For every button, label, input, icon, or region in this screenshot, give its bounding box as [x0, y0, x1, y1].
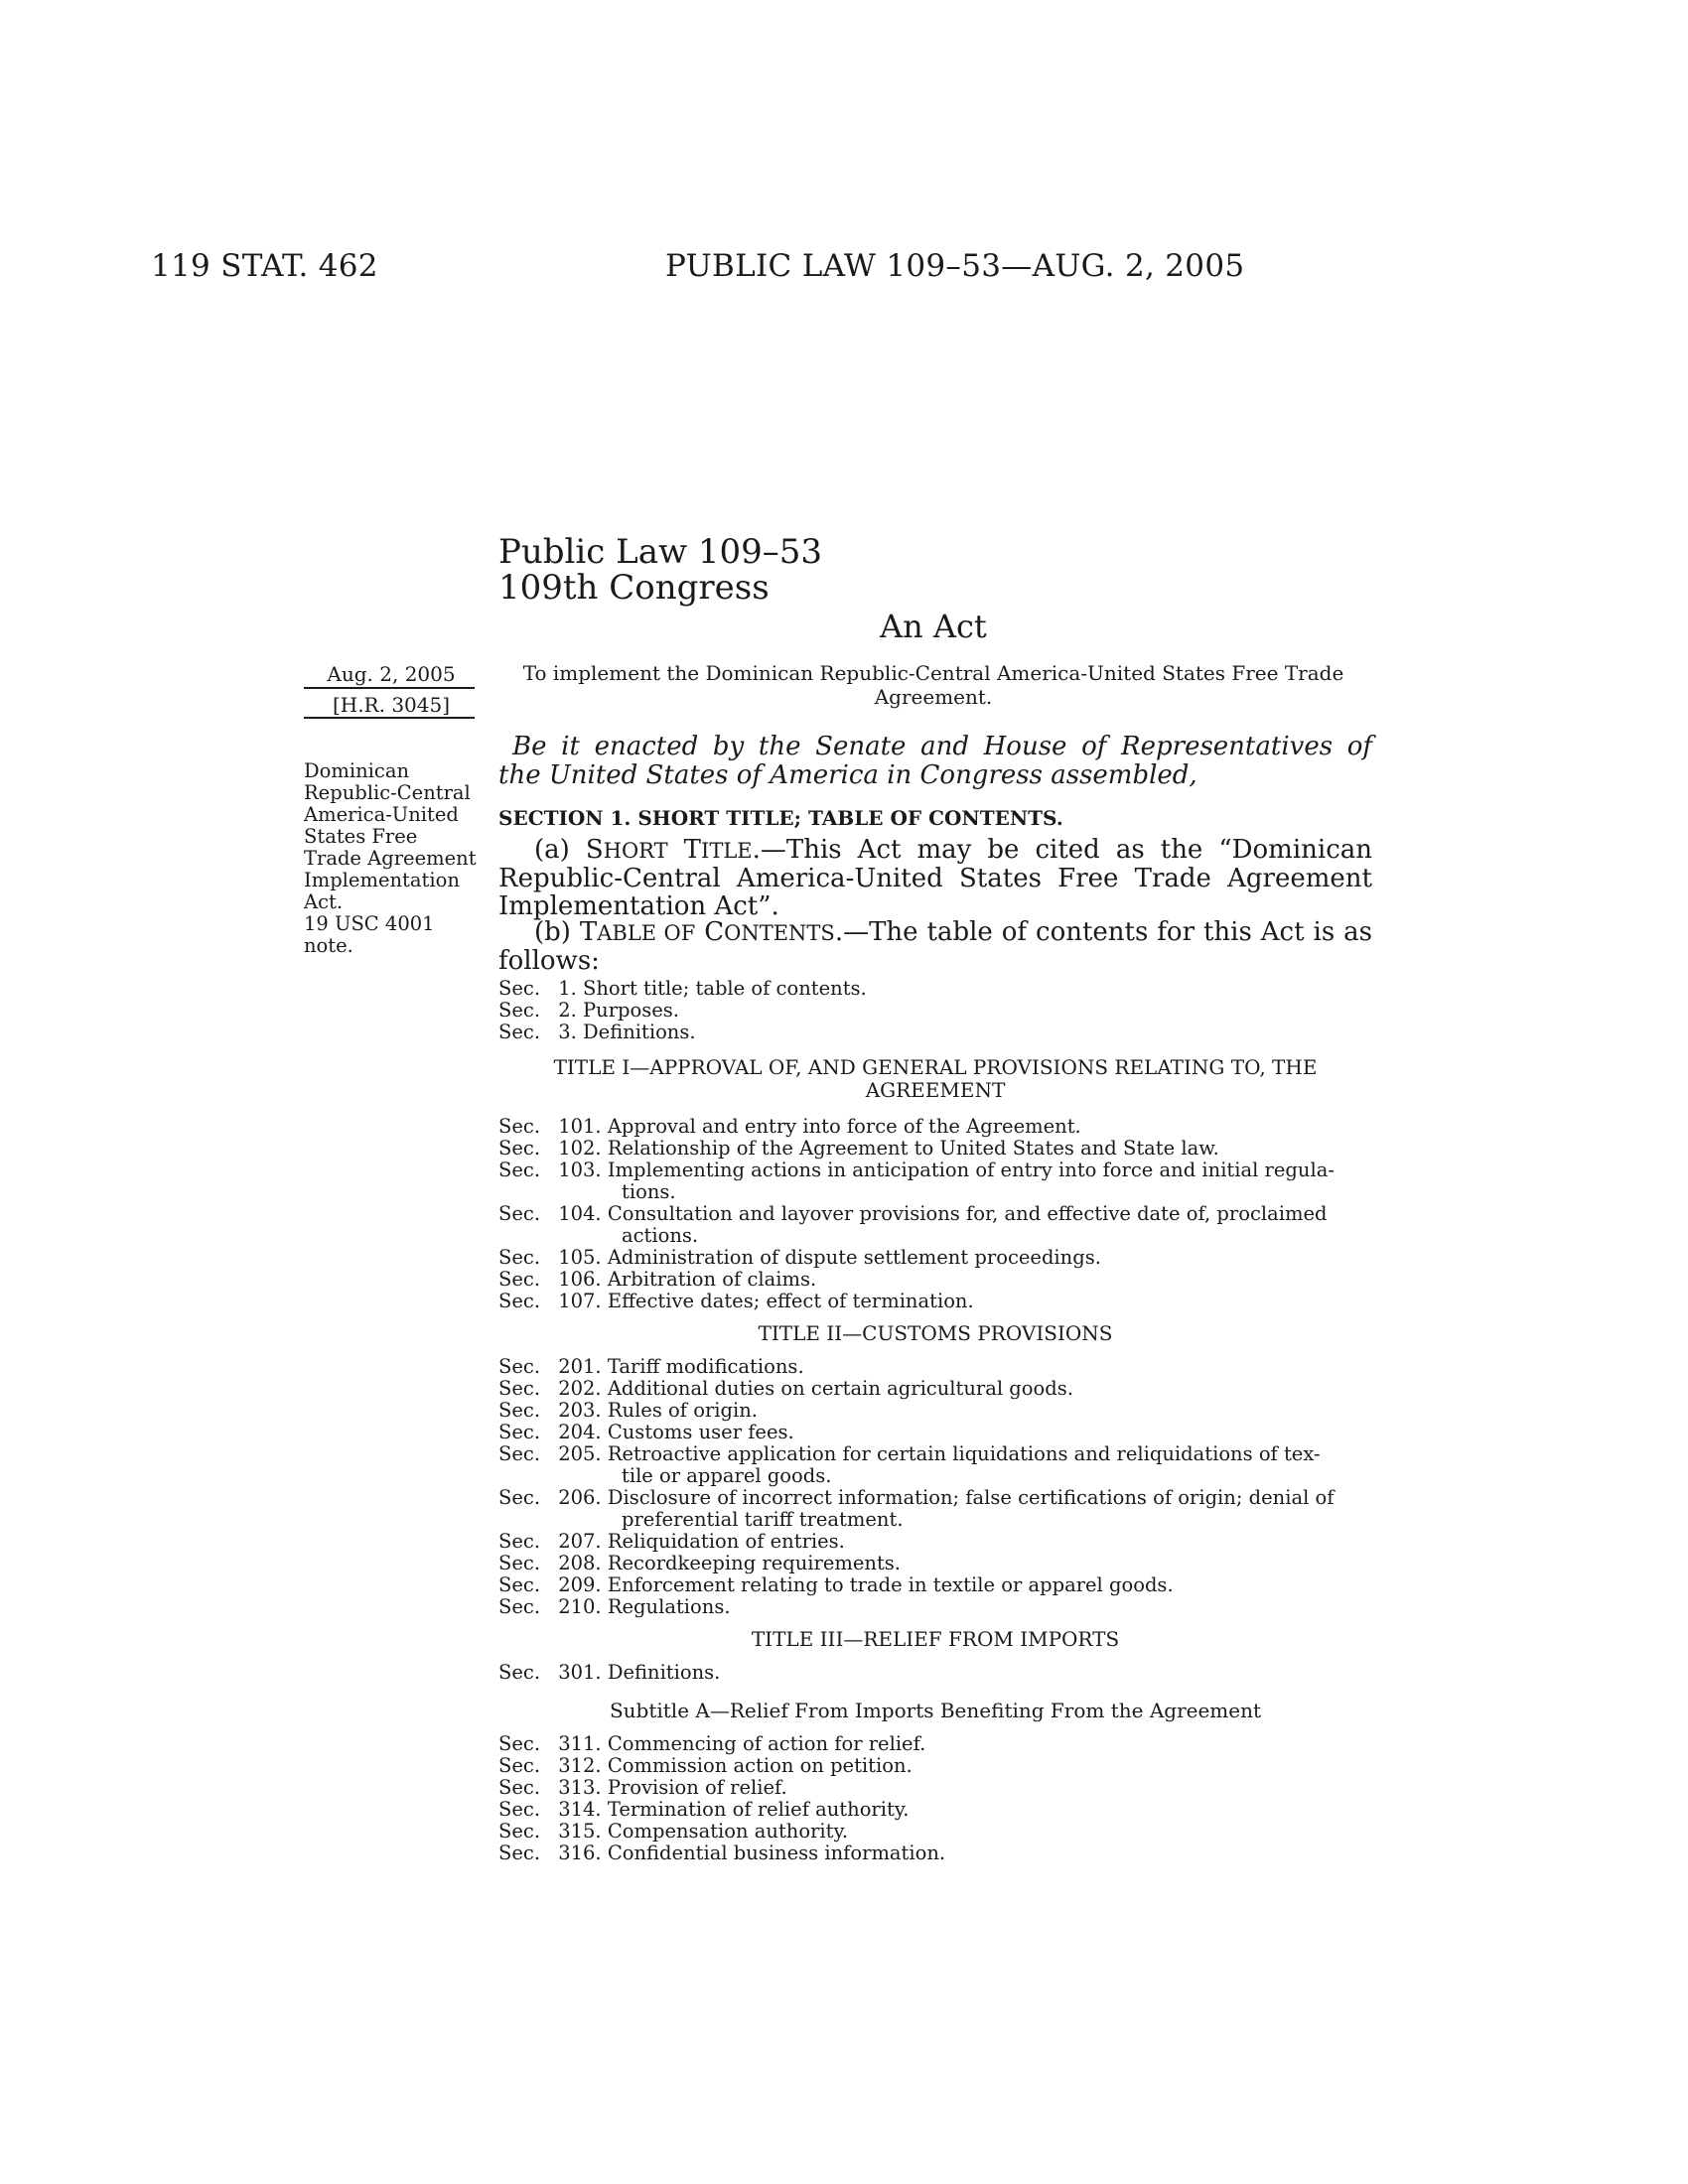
act-label: An Act	[880, 608, 987, 645]
toc-entry	[498, 1203, 1372, 1225]
toc-entry-prefix: Sec.	[498, 1137, 541, 1160]
toc-entry-text: Effective dates; effect of termination.	[607, 1290, 974, 1312]
toc-entry-prefix: Sec.	[498, 1754, 541, 1777]
toc-entry-text: Provision of relief.	[607, 1776, 787, 1799]
margin-note-line: Implementation	[304, 869, 460, 891]
toc-entry-prefix: Sec.	[498, 1732, 541, 1755]
toc-entry-continuation: actions.	[622, 1224, 699, 1247]
toc-entry-number: 106.	[552, 1268, 608, 1291]
law-number: Public Law 109–53	[498, 532, 823, 572]
toc-entry-text: Commission action on petition.	[607, 1754, 913, 1777]
toc-entry-text: Customs user fees.	[607, 1421, 794, 1443]
toc-entry-text: Regulations.	[607, 1595, 731, 1618]
toc-entry-text: Short title; table of contents.	[583, 977, 867, 1000]
toc-entry-prefix: Sec.	[498, 999, 541, 1022]
enacting-line: the United States of America in Congress assembled,	[498, 760, 1197, 790]
margin-note-line: note.	[304, 934, 353, 957]
toc-title-three-list	[498, 1662, 1372, 1684]
toc-entry-text: Purposes.	[583, 999, 679, 1022]
toc-entry-number: 204.	[552, 1421, 608, 1443]
toc-entry-text: Administration of dispute settlement proceedings.	[607, 1246, 1101, 1269]
toc-entry-number: 2.	[552, 999, 584, 1022]
toc-entry-number: 3.	[552, 1021, 584, 1043]
toc-entry-text: Additional duties on certain agricultural goods.	[607, 1377, 1073, 1400]
toc-entry-number: 201.	[552, 1355, 608, 1378]
toc-entry-number: 203.	[552, 1399, 608, 1422]
toc-entry	[498, 1755, 1372, 1777]
toc-subtitle-a-list	[498, 1733, 1372, 1864]
toc-title-one	[498, 1056, 1372, 1102]
toc-entry-prefix: Sec.	[498, 1421, 541, 1443]
para-label-caps: HORT	[603, 839, 668, 863]
toc-title-two: TITLE II—CUSTOMS PROVISIONS	[758, 1321, 1113, 1345]
toc-entry-prefix: Sec.	[498, 1290, 541, 1312]
toc-entry-prefix: Sec.	[498, 1776, 541, 1799]
act-purpose	[516, 661, 1350, 709]
toc-entry-text: Disclosure of incorrect information; false certifications of origin; denial of	[607, 1486, 1335, 1509]
toc-entry-text: Tariff modifications.	[607, 1355, 804, 1378]
toc-entry-text: Implementing actions in anticipation of entry into force and initial regula-	[607, 1159, 1335, 1181]
toc-entry	[498, 1000, 1372, 1022]
toc-entry-text: Arbitration of claims.	[607, 1268, 817, 1291]
para-label: (b) T	[534, 917, 598, 947]
toc-entry-text: Enforcement relating to trade in textile or apparel goods.	[607, 1573, 1174, 1596]
toc-entry-prefix: Sec.	[498, 1021, 541, 1043]
running-header: PUBLIC LAW 109–53—AUG. 2, 2005	[665, 248, 1245, 284]
toc-entry-prefix: Sec.	[498, 1377, 541, 1400]
toc-entry-text: Recordkeeping requirements.	[607, 1552, 902, 1574]
toc-entry	[498, 1422, 1372, 1443]
section-heading: SECTION 1. SHORT TITLE; TABLE OF CONTENTS.	[498, 806, 1063, 830]
toc-entry	[498, 1596, 1372, 1618]
toc-entry	[498, 1443, 1372, 1465]
enacting-line: Be it enacted by the Senate and House of Representatives of	[512, 732, 1372, 761]
toc-entry-continuation: preferential tariff treatment.	[622, 1508, 904, 1531]
toc-entry	[498, 1662, 1372, 1684]
toc-entry-prefix: Sec.	[498, 1442, 541, 1465]
para-text: .—The table of contents for this Act is as follows:	[498, 917, 1372, 976]
toc-entry	[498, 1269, 1372, 1291]
toc-entry-text: Compensation authority.	[607, 1820, 849, 1843]
toc-entry-number: 314.	[552, 1798, 608, 1821]
toc-entry	[498, 1116, 1372, 1138]
toc-entry-prefix: Sec.	[498, 1842, 541, 1864]
toc-entry-number: 206.	[552, 1486, 608, 1509]
toc-entry-prefix: Sec.	[498, 1115, 541, 1138]
toc-entry-text: Commencing of action for relief.	[607, 1732, 926, 1755]
toc-entry-number: 101.	[552, 1115, 608, 1138]
toc-entry	[498, 1291, 1372, 1312]
toc-entry	[498, 1799, 1372, 1821]
toc-entry	[498, 1378, 1372, 1400]
toc-title-line: AGREEMENT	[865, 1078, 1006, 1102]
toc-entry-text: Relationship of the Agreement to United States and State law.	[607, 1137, 1219, 1160]
margin-note-line: America-United	[304, 803, 459, 826]
toc-entry-number: 210.	[552, 1595, 608, 1618]
toc-entry-continuation: tions.	[622, 1180, 676, 1203]
toc-entry	[498, 1733, 1372, 1755]
enacting-clause	[498, 733, 1372, 790]
toc-entry	[498, 1487, 1372, 1509]
para-label-caps: ONTENTS	[724, 921, 835, 945]
toc-title-one-list	[498, 1116, 1372, 1312]
toc-entry-text: Definitions.	[583, 1021, 696, 1043]
margin-note	[304, 760, 483, 957]
toc-entry-prefix: Sec.	[498, 1552, 541, 1574]
para-label: C	[695, 917, 725, 947]
toc-entry-number: 1.	[552, 977, 584, 1000]
margin-note-line: States Free	[304, 825, 418, 848]
para-label-caps: ABLE OF	[597, 921, 696, 945]
toc-entry-number: 313.	[552, 1776, 608, 1799]
toc-entry-prefix: Sec.	[498, 1355, 541, 1378]
toc-entry-prefix: Sec.	[498, 1530, 541, 1553]
toc-entry-prefix: Sec.	[498, 1661, 541, 1684]
toc-entry-number: 207.	[552, 1530, 608, 1553]
toc-entry	[498, 1821, 1372, 1843]
toc-entry-text: Retroactive application for certain liquidations and reliquidations of tex-	[607, 1442, 1321, 1465]
stat-reference: 119 STAT. 462	[151, 248, 378, 284]
bill-number: [H.R. 3045]	[332, 693, 451, 717]
toc-entry	[498, 1022, 1372, 1043]
toc-entry	[498, 1553, 1372, 1574]
toc-entry	[498, 1400, 1372, 1422]
toc-entry-number: 316.	[552, 1842, 608, 1864]
margin-divider	[304, 717, 475, 719]
toc-entry-number: 104.	[552, 1202, 608, 1225]
toc-entry-number: 105.	[552, 1246, 608, 1269]
toc-entry-number: 102.	[552, 1137, 608, 1160]
toc-entry-text: Consultation and layover provisions for, and effective date of, proclaimed	[607, 1202, 1328, 1225]
toc-entry	[498, 1160, 1372, 1181]
toc-entry	[498, 1247, 1372, 1269]
toc-title-two-list	[498, 1356, 1372, 1618]
toc-entry-number: 202.	[552, 1377, 608, 1400]
toc-entry-number: 312.	[552, 1754, 608, 1777]
margin-note-line: Dominican	[304, 759, 410, 782]
toc-entry-text: Confidential business information.	[607, 1842, 946, 1864]
toc-entry-prefix: Sec.	[498, 1246, 541, 1269]
toc-entry	[498, 1531, 1372, 1553]
short-title-paragraph	[498, 836, 1372, 920]
margin-note-line: 19 USC 4001	[304, 912, 435, 935]
para-label: (a) S	[534, 835, 604, 865]
toc-entry-text: Termination of relief authority.	[607, 1798, 910, 1821]
margin-divider	[304, 687, 475, 689]
toc-entry	[498, 978, 1372, 1000]
margin-date: Aug. 2, 2005	[327, 662, 456, 686]
toc-entry-prefix: Sec.	[498, 1798, 541, 1821]
toc-entry-number: 107.	[552, 1290, 608, 1312]
toc-entry-prefix: Sec.	[498, 1268, 541, 1291]
purpose-line: Agreement.	[874, 685, 993, 709]
toc-title-line: TITLE I—APPROVAL OF, AND GENERAL PROVISIONS RELATING TO, THE	[553, 1055, 1318, 1079]
toc-entry	[498, 1574, 1372, 1596]
toc-entry-prefix: Sec.	[498, 1486, 541, 1509]
margin-note-line: Act.	[304, 890, 344, 913]
toc-entry-number: 103.	[552, 1159, 608, 1181]
toc-entry-number: 205.	[552, 1442, 608, 1465]
margin-note-line: Trade Agreement	[304, 847, 477, 870]
toc-entry-text: Reliquidation of entries.	[607, 1530, 845, 1553]
toc-entry-text: Definitions.	[607, 1661, 721, 1684]
toc-entry-prefix: Sec.	[498, 1595, 541, 1618]
toc-entry-prefix: Sec.	[498, 1159, 541, 1181]
toc-entry	[498, 1138, 1372, 1160]
toc-intro-list	[498, 978, 1372, 1043]
toc-entry-number: 208.	[552, 1552, 608, 1574]
toc-entry-number: 311.	[552, 1732, 608, 1755]
toc-title-three: TITLE III—RELIEF FROM IMPORTS	[751, 1627, 1120, 1651]
margin-note-line: Republic-Central	[304, 781, 471, 804]
toc-entry	[498, 1843, 1372, 1864]
toc-entry-text: Rules of origin.	[607, 1399, 758, 1422]
toc-entry-number: 209.	[552, 1573, 608, 1596]
para-label: T	[667, 835, 702, 865]
table-of-contents-paragraph	[498, 918, 1372, 975]
purpose-line: To implement the Dominican Republic-Central America-United States Free Trade	[522, 661, 1344, 685]
toc-entry-prefix: Sec.	[498, 1820, 541, 1843]
toc-entry-prefix: Sec.	[498, 1202, 541, 1225]
toc-entry-prefix: Sec.	[498, 977, 541, 1000]
toc-subtitle-a: Subtitle A—Relief From Imports Benefiting From the Agreement	[609, 1699, 1262, 1722]
toc-entry	[498, 1356, 1372, 1378]
toc-entry	[498, 1777, 1372, 1799]
toc-entry-text: Approval and entry into force of the Agreement.	[607, 1115, 1081, 1138]
toc-entry-number: 301.	[552, 1661, 608, 1684]
toc-entry-continuation: tile or apparel goods.	[622, 1464, 832, 1487]
toc-entry-number: 315.	[552, 1820, 608, 1843]
toc-entry-prefix: Sec.	[498, 1399, 541, 1422]
toc-entry-prefix: Sec.	[498, 1573, 541, 1596]
congress-number: 109th Congress	[498, 568, 770, 608]
para-label-caps: ITLE	[701, 839, 753, 863]
para-text: .—This Act may be cited as the “Dominican Republic-Central America-United States Free Trade Agreement Implementation Act”.	[498, 835, 1372, 921]
